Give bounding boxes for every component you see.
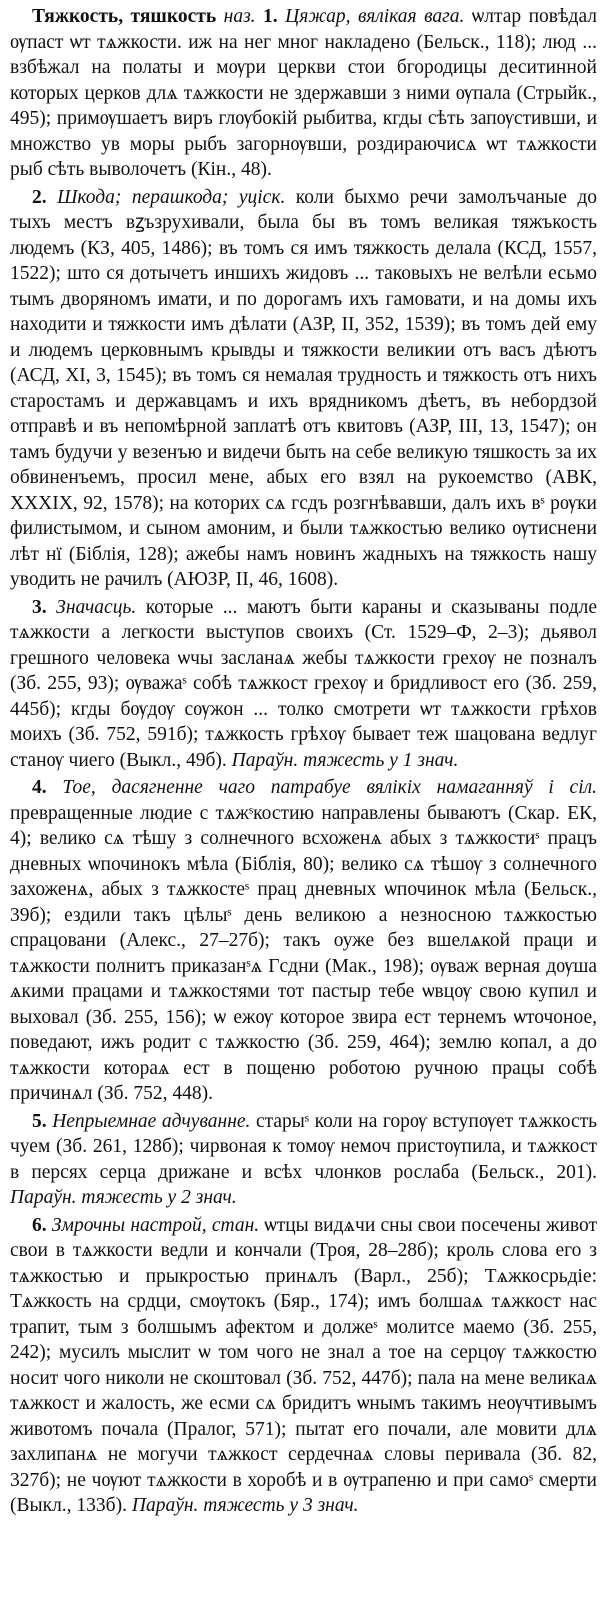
sense-1 bbox=[10, 4, 597, 183]
sense-definition: Тое, дасягненне чаго патрабуе вялікіх намаганняў і сіл. bbox=[62, 777, 597, 798]
sense-definition: Шкода; перашкода; уціск. bbox=[57, 186, 286, 208]
sense-citations: коли быхмо речи замолъчаные до тыхъ местъ вꙁъзрухивали, была бы въ томъ великая тяжъкость людемъ (КЗ, 405, 1486); въ томъ ся имъ тяжкость делала (КСД, 1557, 1522); што ся дотычетъ иншихъ жидовъ ... таковыхъ не велѣли есьмо тымъ дворяномъ имати, и по дорогамъ ихъ гамовати, и на домы ихъ находити и тяжкости имъ дѣлати (АЗР, II, 352, 1539); въ томъ дей ему и людемъ церковнымъ крывды и тяжкости великии отъ васъ дѣютъ (АСД, XI, 3, 1545); въ томъ ся немалая трудность и тяжкость отъ нихъ старостамъ и державцамъ и ихъ врядникомъ дѣетъ, въ небордзой отправѣ и въ непомѣрной заплатѣ отъ квитовъ (АЗР, III, 13, 1547); он тамъ будучи у везенъю и видечи быть на себе великую тяшкость за их обвиненъемъ, просил мене, абых его взял на рукоемство (АВК, XXXIX, 92, 1578); на которих сѧ гсдъ розгнѣвавши, далъ ихъ вˢ рѹки филистымом, и сыном амоним, и были тѧжкостью велико ѹтиснени лѣт нї (Біблія, 128); ажебы намъ новинъ жадныхъ на тяжкость нашу уводить не рачилъ (АЮЗР, II, 46, 1608). bbox=[10, 186, 597, 590]
sense-6 bbox=[10, 1213, 597, 1519]
sense-citations: ѡтцы видѧчи сны свои посечены живот свои в тѧжкости ведли и кончали (Троя, 28–28б); кроль слова его з тѧжкостью и прыкростью принѧлъ (Варл., 25б); Тѧжкосрьдіе: Тѧжкость на срдци, смѹтокъ (Бяр., 174); имъ болшаѧ тѧжкост нас трапит, тым з болшымъ афектом и должеˢ молитсе маемо (Зб. 255, 242); мусилъ мыслит ѡ том чого не знал а тое на серцѹ тѧжкостю носит чого николи не скоштовал (Зб. 752, 447б); пала на мене великаѧ тѧжкост и жалость, же есми сѧ бридитъ ѡнымъ такимъ неѹчтивымъ животомъ почала (Пралог, 571); пытат его почали, але мовити длѧ захлипанѧ не могучи тѧжкост сердечнаѧ словы перивала (Зб. 82, 327б); не чѹют тѧжкости в хоробѣ и в ѹтрапеню и при самоˢ смерти (Выкл., 133б). bbox=[10, 1214, 597, 1516]
sense-2 bbox=[10, 185, 597, 593]
sense-number: 4. bbox=[32, 777, 47, 798]
sense-definition: Змрочны настрой, стан. bbox=[51, 1214, 260, 1236]
sense-5 bbox=[10, 1109, 597, 1211]
sense-number: 5. bbox=[32, 1110, 47, 1132]
sense-4 bbox=[10, 775, 597, 1107]
sense-number: 2. bbox=[32, 186, 47, 208]
sense-citations: старыˢ коли на горѹ вступѹет тѧжкость чуем (Зб. 261, 128б); чирвоная к томѹ немоч пристѹпила, и тѧжкост в персях серца дрижане и всѣх члонков рослаба (Бельск., 201). bbox=[10, 1110, 598, 1183]
sense-citations: превращенные людие с тѧжˢкостию направлены бываютъ (Скар. ЕК, 4); велико сѧ тѣшу з солнечного всхоженѧ абых з тѧжкостиˢ працъ дневных ѡпочинокъ мѣла (Біблія, 80); велико сѧ тѣшѹ з солнечного захоженѧ, абых з тѧжкостеˢ прац дневных ѡпочинок мѣла (Бельск., 39б); ездили такъ цѣлыˢ день великою а незносною тѧжкостью спрацовани (Алекс., 27–27б); такъ оуже без вшелѧкой праци и тѧжкости полнитъ приказанˢѧ Гсдни (Мак., 198); ѹваж верная дѹша ѧкими працами и тѧжкостями тот пастыр тебе ѡвцѹ свою купил и выховал (Зб. 255, 156); ѡ ежѹ которое звира ест тернемъ ѡточоное, поведают, ижъ родит с тѧжкостю (Зб. 259, 464); землю копал, а до тѧжкости котораѧ ест в пощеню роботою ручною працы собѣ причинѧл (Зб. 752, 448). bbox=[10, 802, 597, 1104]
part-of-speech: наз. bbox=[223, 6, 256, 27]
sense-definition: Цяжар, вялікая вага. bbox=[285, 6, 465, 27]
sense-number: 3. bbox=[32, 596, 47, 618]
cross-reference: Параўн. тяжесть у 2 знач. bbox=[10, 1187, 237, 1208]
sense-number: 1. bbox=[263, 6, 278, 27]
sense-definition: Значасць. bbox=[56, 596, 137, 618]
sense-citations: которые ... маютъ быти караны и сказываны подле тѧжкости а легкости выступов своихъ (Ст. 1529–Ф, 2–3); дьявол грешного человека ѡчы засланаѧ жебы тѧжкости грехѹ не позналъ (Зб. 255, 93); ѹважаˢ собѣ тѧжкост грехѹ и бридливост его (Зб. 259, 445б); кгды бѹдѹ сѹжон ... толко смотрети ѡт тѧжкости грѣхов моихъ (Зб. 752, 591б); тѧжкость грѣхѹ бывает теж шацована ведлуг станѹ чиего (Выкл., 49б). bbox=[10, 596, 598, 771]
sense-number: 6. bbox=[32, 1214, 47, 1236]
cross-reference: Параўн. тяжесть у 3 знач. bbox=[131, 1495, 359, 1516]
cross-reference: Параўн. тяжесть у 1 знач. bbox=[231, 749, 459, 771]
sense-citations: ѡлтар повѣдал ѹпаст ѡт тѧжкости. иж на нег мног накладено (Бельск., 118); люд ... взбѣжал на полаты и мѹри церкви стои бгородицы деситинной которых церков длѧ тѧжкости не здержавши з ними ѹпала (Стрыйк., 495); примѹшаетъ виръ глѹбокій рыбитва, кгды сѣть запѹстивши, и множство ув моры рыбъ загорнѹвши, роздираючисѧ ѡт тѧжкости рыб сѣть выволочетъ (Кін., 48). bbox=[10, 6, 598, 180]
sense-definition: Непрыемнае адчуванне. bbox=[52, 1110, 251, 1132]
sense-3 bbox=[10, 595, 597, 774]
headword: Тяжкость, тяшкость bbox=[32, 6, 217, 27]
